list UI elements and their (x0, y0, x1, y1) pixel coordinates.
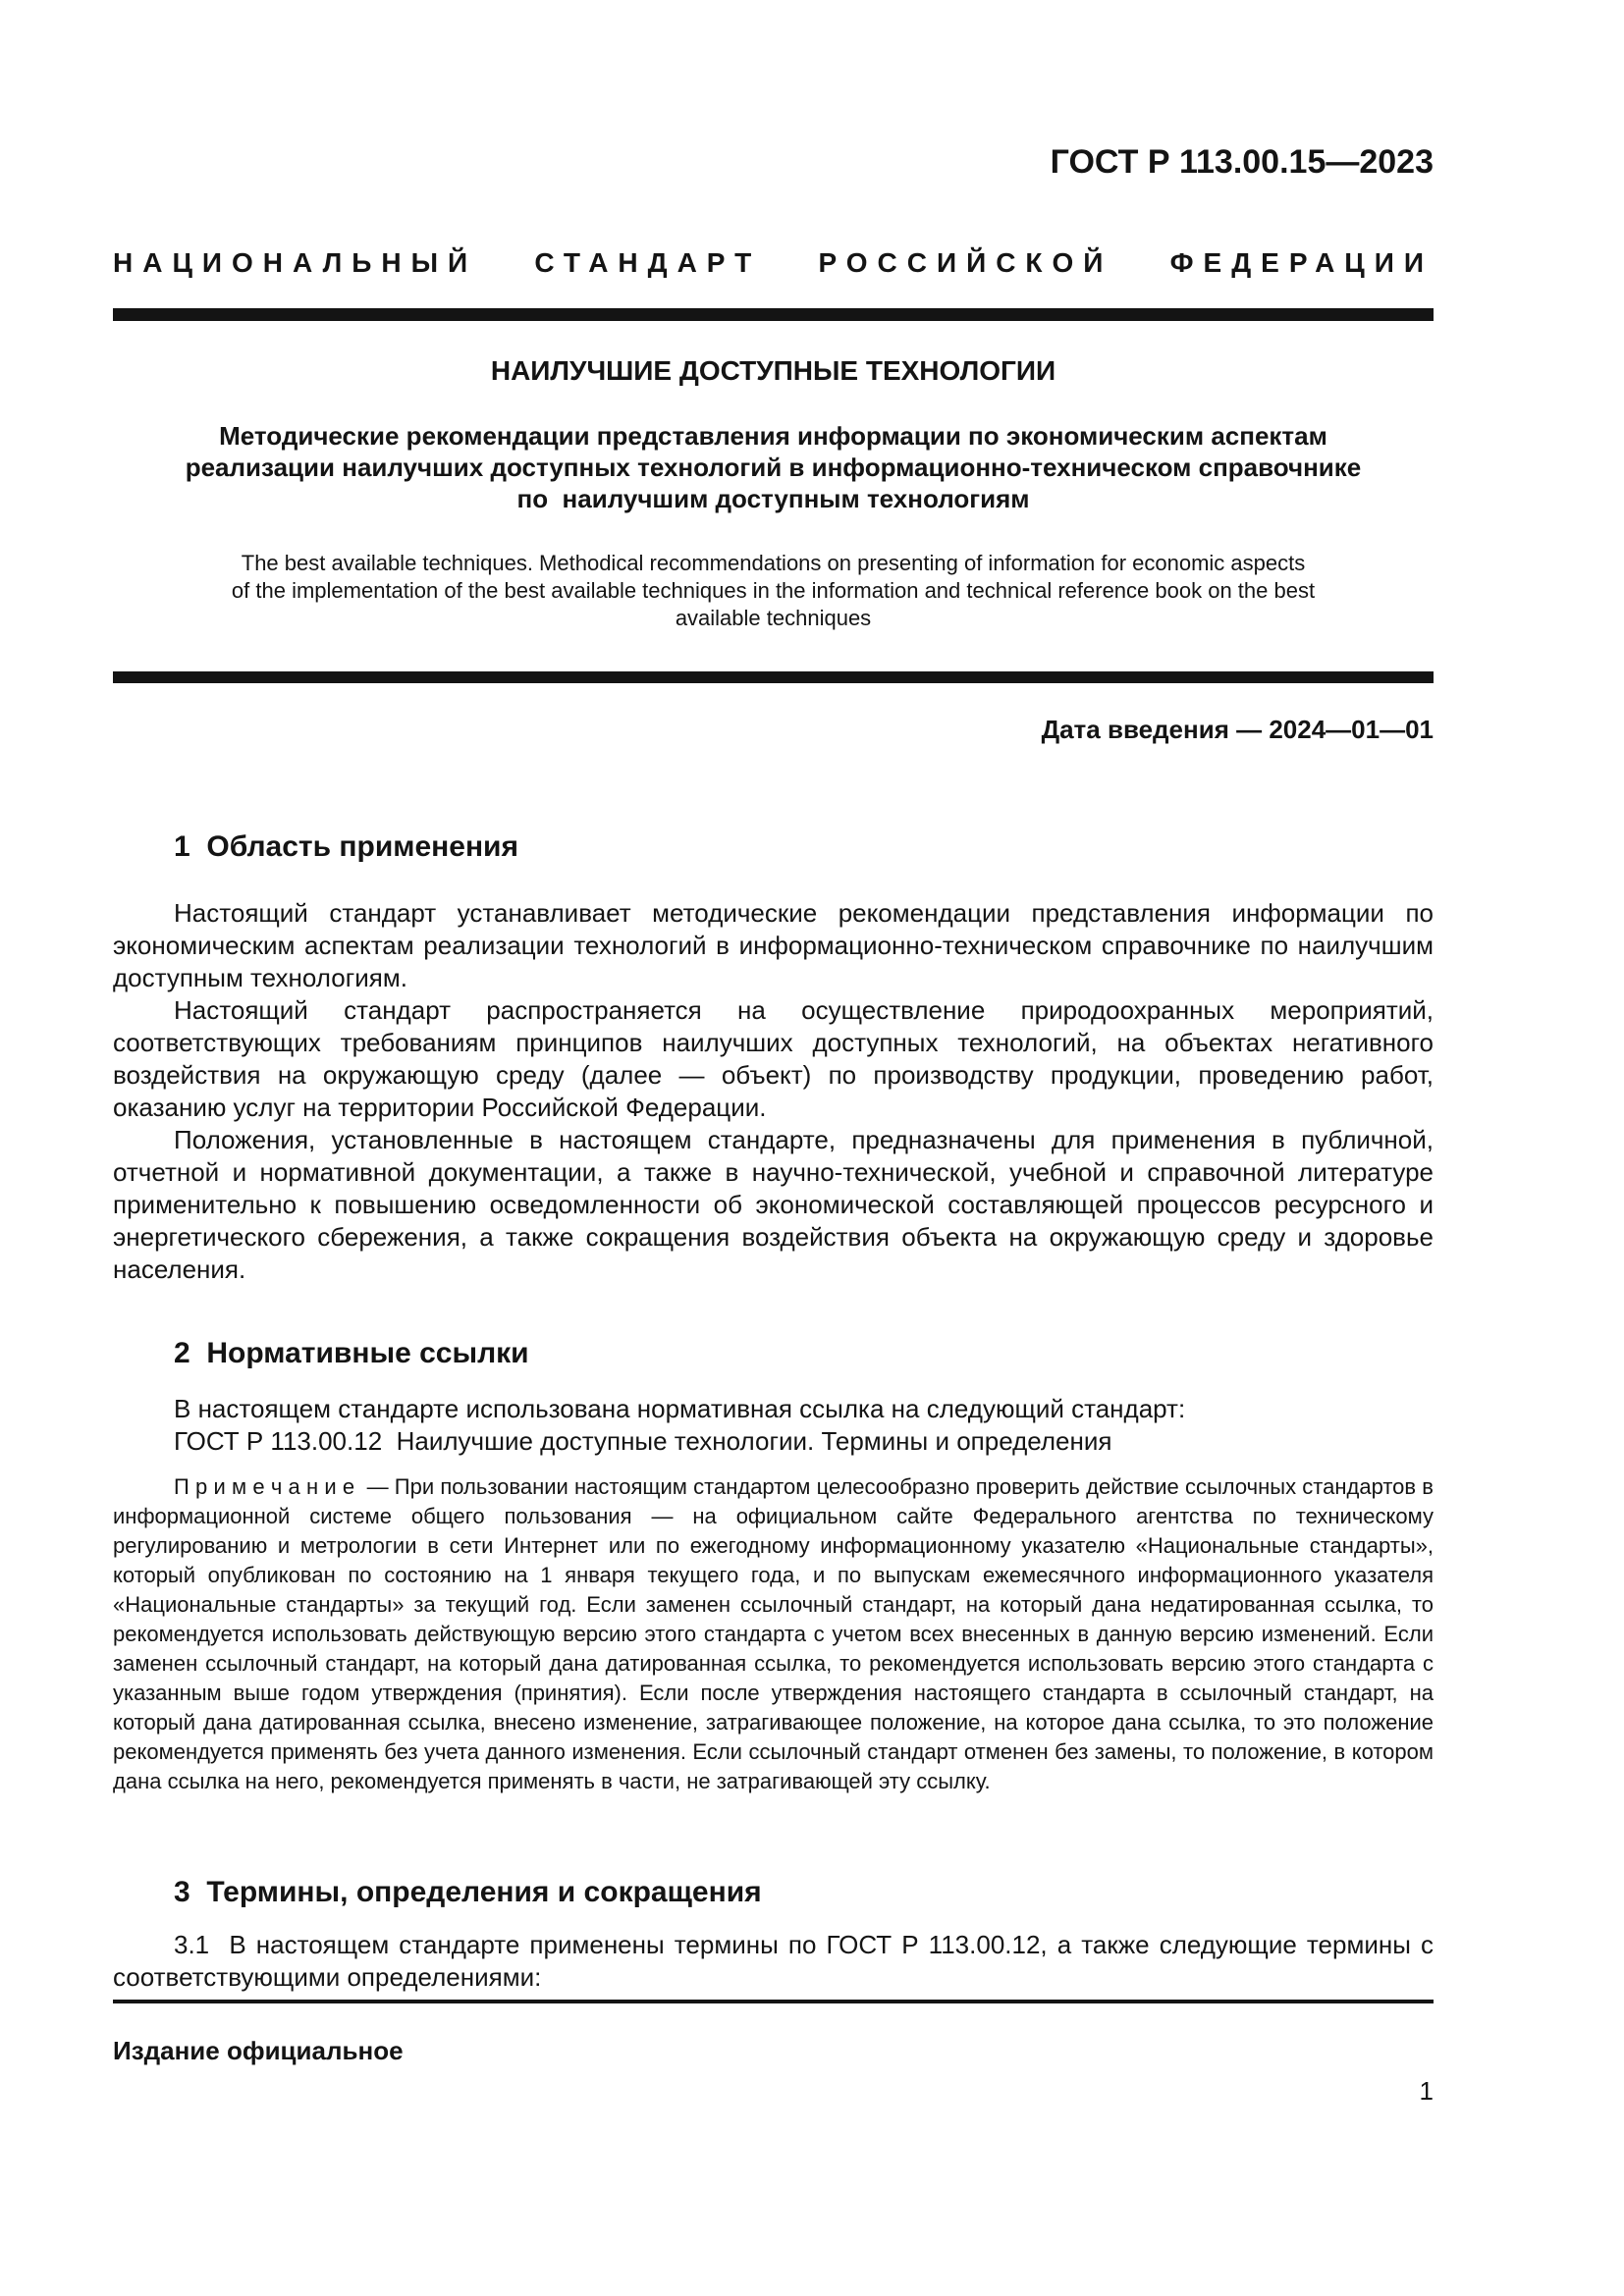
paragraph: Настоящий стандарт распространяется на осуществление природоохранных мероприятий, соответствующих требованиям принципов наилучших доступных технологий, на объектах негативного воздействия на окружающую среду (далее — объект) по производству продукции, проведению работ, оказанию услуг на территории Российской Федерации. (113, 995, 1441, 1122)
subtitle-line: Методические рекомендации представления информации по экономическим аспектам (219, 421, 1327, 451)
doc-subtitle (113, 420, 1434, 514)
subtitle-line: по наилучшим доступным технологиям (516, 484, 1030, 513)
english-abstract (113, 550, 1434, 632)
section-3-heading: 3 Термины, определения и сокращения (174, 1876, 762, 1908)
divider-bar-top (113, 308, 1434, 321)
reference-standard-line: ГОСТ Р 113.00.12 Наилучшие доступные технологии. Термины и определения (174, 1426, 1112, 1456)
abstract-line: of the implementation of the best available techniques in the information and technical reference book on the best (231, 578, 1316, 603)
section-3-body (113, 1929, 1441, 1994)
national-standard-banner: НАЦИОНАЛЬНЫЙ СТАНДАРТ РОССИЙСКОЙ ФЕДЕРАЦИИ (113, 247, 1434, 278)
section-2-body (113, 1393, 1434, 1458)
abstract-line: available techniques (675, 606, 872, 630)
doc-title: НАИЛУЧШИЕ ДОСТУПНЫЕ ТЕХНОЛОГИИ (490, 355, 1056, 386)
footer-rule (113, 2000, 1434, 2003)
paragraph: Положения, установленные в настоящем стандарте, предназначены для применения в публичной, отчетной и нормативной документации, а также в научно-технической, учебной и справочной литературе применительно к повышению осведомленности об экономической составляющей процессов ресурсного и энергетического сбережения, а также сокращения воздействия объекта на окружающую среду и здоровье населения. (113, 1125, 1441, 1284)
divider-bar-middle (113, 671, 1434, 683)
paragraph: В настоящем стандарте использована нормативная ссылка на следующий стандарт: (174, 1394, 1186, 1423)
section-2-heading: 2 Нормативные ссылки (174, 1337, 529, 1369)
section-1-heading: 1 Область применения (174, 830, 519, 863)
note-paragraph: П р и м е ч а н и е — При пользовании настоящим стандартом целесообразно проверить действие ссылочных стандартов в информационной системе общего пользования — на официальном сайте Федерального агентства по техническому регулированию и метрологии в сети Интернет или по ежегодному информационному указателю «Национальные стандарты», который опубликован по состоянию на 1 января текущего года, и по выпускам ежемесячного информационного указателя «Национальные стандарты» за текущий год. Если заменен ссылочный стандарт, на который дана недатированная ссылка, то рекомендуется использовать действующую версию этого стандарта с учетом всех внесенных в данную версию изменений. Если заменен ссылочный стандарт, на который дана датированная ссылка, то рекомендуется использовать версию этого стандарта с указанным выше годом утверждения (принятия). Если после утверждения настоящего стандарта в ссылочный стандарт, на который дана датированная ссылка, внесено изменение, затрагивающее положение, на которое дана ссылка, то это положение рекомендуется применять без учета данного изменения. Если ссылочный стандарт отменен без замены, то положение, в котором дана ссылка на него, рекомендуется применять в части, не затрагивающей эту ссылку. (113, 1474, 1440, 1793)
doc-number: ГОСТ Р 113.00.15—2023 (1050, 143, 1434, 181)
section-1-body (113, 897, 1441, 1286)
paragraph: 3.1 В настоящем стандарте применены термины по ГОСТ Р 113.00.12, а также следующие термины с соответствующими определениями: (113, 1930, 1441, 1992)
section-2-note (113, 1472, 1440, 1796)
official-edition-label: Издание официальное (113, 2036, 404, 2065)
abstract-line: The best available techniques. Methodical recommendations on presenting of information for economic aspects (241, 551, 1306, 575)
introduction-date: Дата введения — 2024—01—01 (1041, 715, 1434, 744)
paragraph: Настоящий стандарт устанавливает методические рекомендации представления информации по экономическим аспектам реализации технологий в информационно-техническом справочнике по наилучшим доступным технологиям. (113, 898, 1441, 992)
subtitle-line: реализации наилучших доступных технологий в информационно-техническом справочнике (185, 453, 1362, 482)
page-number: 1 (1419, 2076, 1434, 2106)
